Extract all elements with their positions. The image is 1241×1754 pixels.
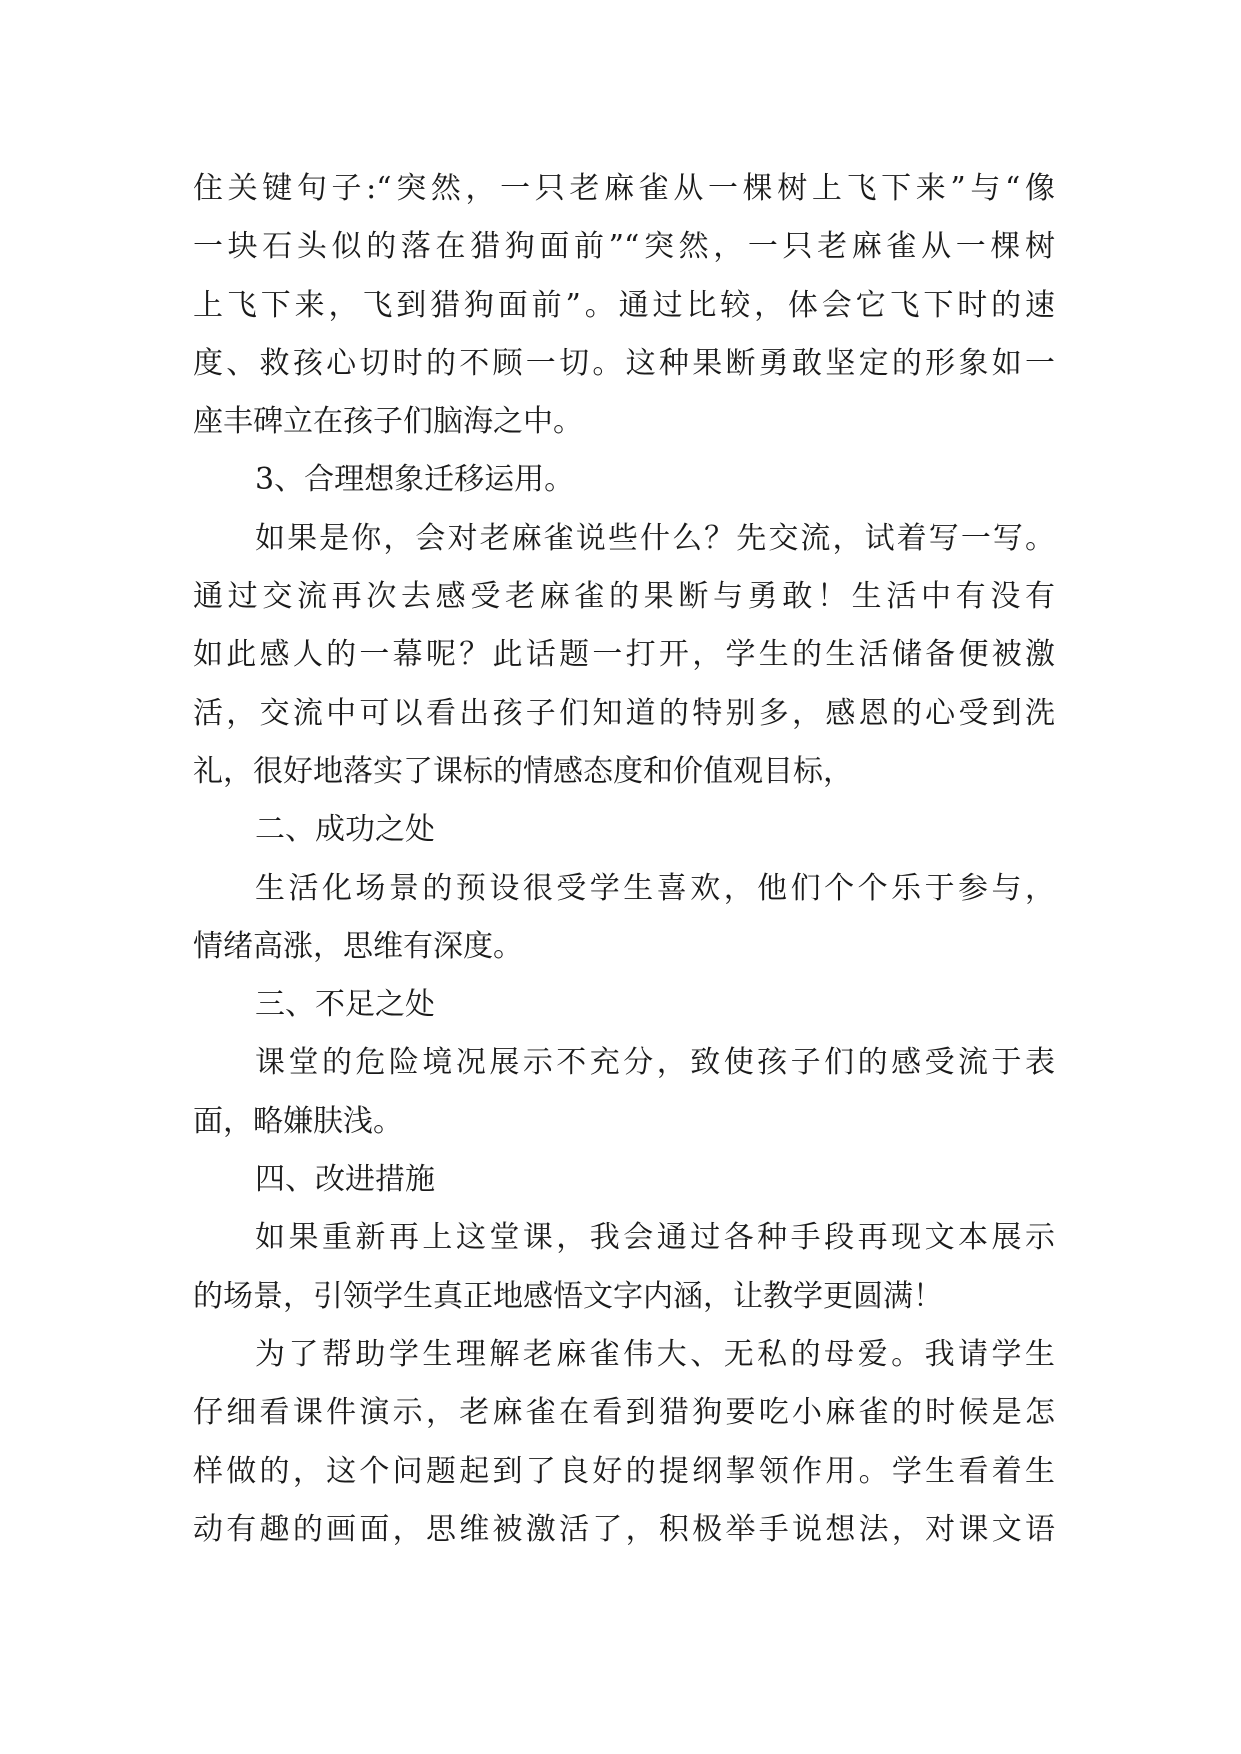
text-line: 如此感人的一幕呢？此话题一打开，学生的生活储备便被激	[193, 637, 1055, 673]
text-line: 如果重新再上这堂课，我会通过各种手段再现文本展示	[255, 1220, 1055, 1256]
text-line: 情绪高涨，思维有深度。	[193, 928, 523, 964]
text-line: 动有趣的画面，思维被激活了，积极举手说想法，对课文语	[193, 1511, 1055, 1547]
section-heading: 四、改进措施	[255, 1162, 435, 1198]
text-line: 活，交流中可以看出孩子们知道的特别多，感恩的心受到洗	[193, 695, 1055, 731]
list-item-heading: 3、合理想象迁移运用。	[255, 462, 575, 498]
text-line: 为了帮助学生理解老麻雀伟大、无私的母爱。我请学生	[255, 1336, 1055, 1372]
text-line: 度、救孩心切时的不顾一切。这种果断勇敢坚定的形象如一	[193, 345, 1055, 381]
text-line: 课堂的危险境况展示不充分，致使孩子们的感受流于表	[255, 1045, 1055, 1081]
section-heading: 二、成功之处	[255, 812, 435, 848]
text-line: 如果是你，会对老麻雀说些什么？先交流，试着写一写。	[255, 520, 1055, 556]
text-line: 一块石头似的落在猎狗面前”“突然，一只老麻雀从一棵树	[193, 229, 1055, 265]
section-heading: 三、不足之处	[255, 987, 435, 1023]
text-line: 生活化场景的预设很受学生喜欢，他们个个乐于参与，	[255, 870, 1055, 906]
text-line: 仔细看课件演示，老麻雀在看到猎狗要吃小麻雀的时候是怎	[193, 1395, 1055, 1431]
text-line: 通过交流再次去感受老麻雀的果断与勇敢！生活中有没有	[193, 579, 1055, 615]
text-line: 面，略嫌肤浅。	[193, 1103, 403, 1139]
text-line: 座丰碑立在孩子们脑海之中。	[193, 404, 583, 440]
text-line: 的场景，引领学生真正地感悟文字内涵，让教学更圆满！	[193, 1278, 943, 1314]
text-line: 住关键句子:“突然，一只老麻雀从一棵树上飞下来”与“像	[193, 171, 1055, 206]
document-body	[193, 160, 1055, 1559]
text-line: 上飞下来，飞到猎狗面前”。通过比较，体会它飞下时的速	[193, 287, 1055, 323]
text-line: 样做的，这个问题起到了良好的提纲挈领作用。学生看着生	[193, 1453, 1055, 1489]
text-line: 礼，很好地落实了课标的情感态度和价值观目标，	[193, 753, 853, 789]
